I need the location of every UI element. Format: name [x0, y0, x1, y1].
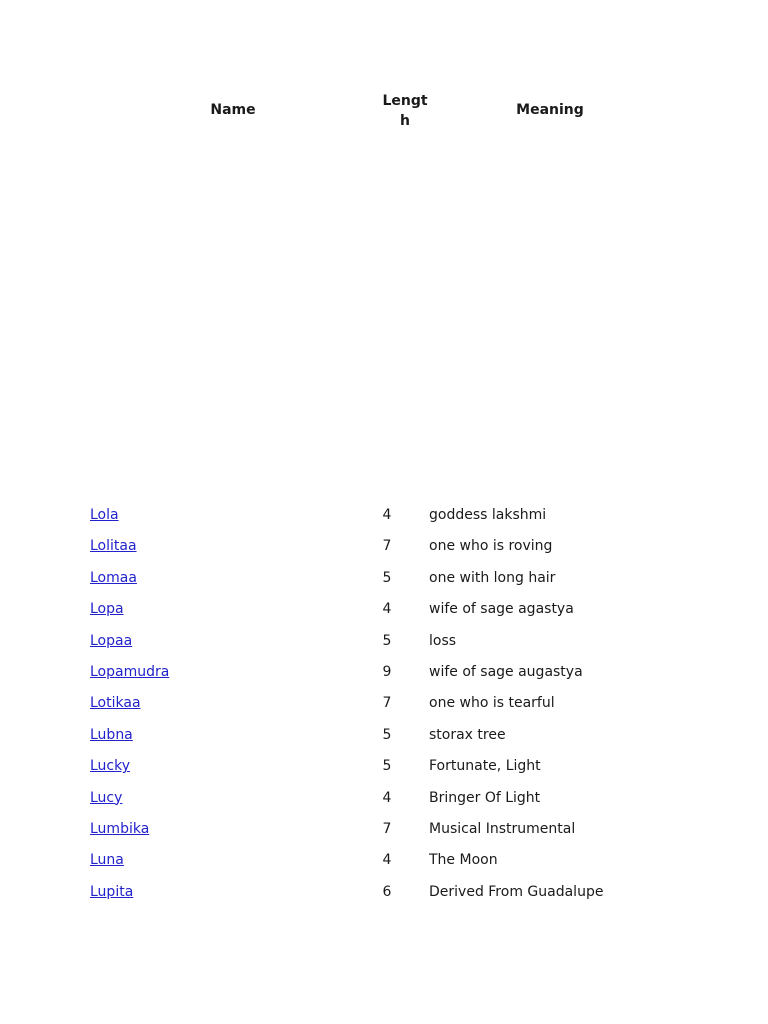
- names-table: [0, 500, 768, 908]
- name-link[interactable]: Lolitaa: [90, 538, 137, 555]
- name-length: 9: [382, 663, 392, 680]
- name-link[interactable]: Lucky: [90, 758, 131, 775]
- name-length: 7: [382, 538, 392, 555]
- name-meaning: Fortunate, Light: [429, 758, 541, 775]
- name-link[interactable]: Lotikaa: [90, 695, 141, 712]
- name-link[interactable]: Lubna: [90, 726, 133, 743]
- name-meaning: one who is tearful: [429, 695, 555, 712]
- table-row: [0, 500, 768, 531]
- name-link[interactable]: Lumbika: [90, 820, 150, 837]
- name-length: 6: [382, 883, 392, 900]
- name-meaning: Bringer Of Light: [429, 789, 541, 806]
- name-length: 4: [382, 789, 392, 806]
- table-row: [0, 688, 768, 719]
- name-link[interactable]: Lucy: [90, 789, 123, 806]
- name-meaning: The Moon: [429, 852, 498, 869]
- name-length: 5: [382, 726, 392, 743]
- column-header-name: Name: [210, 102, 256, 118]
- name-length: 4: [382, 601, 392, 618]
- name-length: 5: [382, 632, 392, 649]
- name-meaning: goddess lakshmi: [429, 507, 547, 523]
- name-meaning: one who is roving: [429, 538, 553, 555]
- table-row: [0, 877, 768, 908]
- name-link[interactable]: Lopaa: [90, 632, 133, 649]
- name-length: 4: [382, 507, 392, 523]
- name-link[interactable]: Lola: [90, 507, 119, 523]
- name-meaning: Derived From Guadalupe: [429, 883, 604, 900]
- name-meaning: Musical Instrumental: [429, 820, 576, 837]
- name-length: 7: [382, 695, 392, 712]
- name-meaning: wife of sage augastya: [429, 663, 583, 680]
- name-meaning: one with long hair: [429, 569, 556, 586]
- table-row: [0, 720, 768, 751]
- name-meaning: loss: [429, 632, 457, 649]
- table-row: [0, 626, 768, 657]
- name-meaning: storax tree: [429, 726, 506, 743]
- name-link[interactable]: Lopa: [90, 601, 124, 618]
- table-row: [0, 845, 768, 876]
- table-row: [0, 783, 768, 814]
- name-meaning: wife of sage agastya: [429, 601, 574, 618]
- column-header-meaning: Meaning: [516, 102, 584, 118]
- table-row: [0, 594, 768, 625]
- table-row: [0, 657, 768, 688]
- name-length: 5: [382, 569, 392, 586]
- table-row: [0, 563, 768, 594]
- name-length: 7: [382, 820, 392, 837]
- name-length: 5: [382, 758, 392, 775]
- table-row: [0, 751, 768, 782]
- name-link[interactable]: Luna: [90, 852, 124, 869]
- name-link[interactable]: Lomaa: [90, 569, 137, 586]
- name-link[interactable]: Lopamudra: [90, 663, 170, 680]
- table-row: [0, 531, 768, 562]
- name-link[interactable]: Lupita: [90, 883, 134, 900]
- column-header-length: Length: [382, 93, 428, 129]
- table-row: [0, 814, 768, 845]
- name-length: 4: [382, 852, 392, 869]
